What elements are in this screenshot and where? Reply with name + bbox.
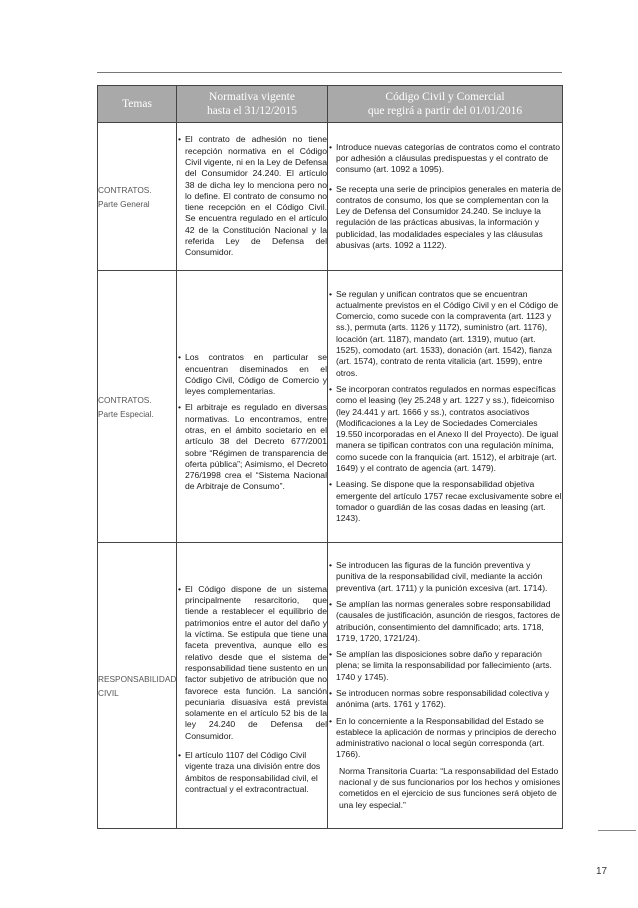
nuevo-paragraph: • Se incorporan contratos regulados en normas específicas como el leasing (ley 25.248 y art. 1227 y ss.), fideicomiso (ley 24.441 y art. 1666 y ss.), contratos asociativos (Modificaciones a la Ley de Sociedades Comerciales 19.550 incorporadas en el Anexo II del Proyecto). De igual manera se tipifican contratos con una regulación mínima, como sucede con la franquicia (art. 1512), el arbitraje (art. 1649) y el contrato de agencia (art. 1479). [329, 383, 559, 473]
tema-title: CONTRATOS. [98, 394, 152, 405]
nuevo-paragraph: • Introduce nuevas categorías de contratos como el contrato por adhesión a cláusulas predispuestas y el contrato de consumo (art. 1092 a 1095). [329, 141, 561, 175]
vigente-paragraph: • El artículo 1107 del Código Civil vigente traza una división entre dos ámbitos de responsabilidad civil, el contractual y el extracontractual. [178, 749, 321, 794]
vigente-paragraph: • El arbitraje es regulado en diversas normativas. Lo encontramos, entre otras, en el ámbito societario en el artículo 38 del Decreto 677/2001 sobre “Régimen de transparencia de oferta pública”; Asimismo, el Decreto 276/1998 crea el “Sistema Nacional de Arbitraje de Consumo”. [178, 402, 327, 492]
nuevo-paragraph: • Se regulan y unifican contratos que se encuentran actualmente previstos en el Código Civil y en el Código de Comercio, como sucede con la compraventa (art. 1123 y ss.), permuta (arts. 1126 y 1172), suministro (art. 1176), locación (art. 1187), mandato (art. 1319), mutuo (art. 1525), comodato (art. 1533), donación (art. 1542), fianza (art. 1574), contrato de renta vitalicia (art. 1599), entre otros. [329, 288, 559, 378]
vigente-paragraph: • El contrato de adhesión no tiene recepción normativa en el Código Civil vigente, ni en la Ley de Defensa del Consumidor 24.240. El artículo 38 de dicha ley lo menciona pero no lo define. El contrato de consumo no tiene recepción en el Código Civil. Se encuentra regulado en el artículo 42 de la Constitución Nacional y la referida Ley de Defensa del Consumidor. [178, 134, 327, 258]
vigente-paragraph: • Los contratos en particular se encuentran diseminados en el Código Civil, Código de Comercio y leyes complementarias. [178, 352, 327, 397]
nuevo-paragraph: • En lo concerniente a la Responsabilidad del Estado se establece la aplicación de normas y principios de derecho administrativo nacional o local según corresponda (art. 1766). [329, 715, 557, 760]
vigente-cell [177, 271, 328, 543]
page-number: 17 [596, 866, 608, 877]
header-nuevo-line2: que regirá a partir del 01/01/2016 [367, 105, 523, 117]
top-rule [97, 72, 562, 73]
tema-title: RESPONSABILIDAD [98, 673, 177, 684]
tema-subtitle: Parte General [98, 198, 150, 209]
nuevo-paragraph: • Se introducen las figuras de la función preventiva y punitiva de la responsabilidad civil, mediante la acción preventiva (art. 1711) y la punición excesiva (art. 1714). [329, 560, 548, 593]
tema-cell [98, 271, 177, 543]
header-vigente-line1: Normativa vigente [209, 91, 295, 103]
header-row [98, 86, 563, 123]
header-nuevo [328, 86, 563, 123]
header-temas: Temas [98, 86, 177, 123]
nuevo-cell [328, 271, 563, 543]
tema-title: CONTRATOS. [98, 184, 152, 195]
nuevo-paragraph: • Se amplían las normas generales sobre responsabilidad (causales de justificación, asunción de riesgos, factores de atribución, consentimiento del damnificado; arts. 1718, 1719, 1720, 1721/24). [329, 598, 561, 643]
header-vigente [177, 86, 328, 123]
vigente-cell [177, 543, 328, 829]
tema-subtitle: Parte Especial. [98, 408, 154, 419]
vigente-cell [177, 123, 328, 271]
nuevo-paragraph: • Se amplían las disposiciones sobre daño y reparación plena; se limita la responsabilidad por fallecimiento (arts. 1740 y 1745). [329, 649, 552, 682]
nuevo-cell [328, 543, 563, 829]
header-nuevo-line1: Código Civil y Comercial [385, 91, 505, 103]
table-row-contratos-especial [98, 271, 563, 543]
tema-subtitle: CIVIL [98, 687, 119, 698]
nuevo-paragraph: • Se recepta una serie de principios generales en materia de contratos de consumo, los que se complementan con la Ley de Defensa del Consumidor 24.240. Se incluye la regulación de las prácticas abusivas, la información y publicidad, las modalidades especiales y las cláusulas abusivas (arts. 1092 a 1122). [329, 183, 562, 251]
margin-rule [598, 830, 636, 831]
comparison-table [97, 85, 563, 829]
table-row-responsabilidad [98, 543, 563, 829]
tema-cell [98, 543, 177, 829]
nuevo-paragraph: • Leasing. Se dispone que la responsabilidad objetiva emergente del artículo 1757 recae exclusivamente sobre el tomador o guardián de las cosas dadas en leasing (art. 1243). [329, 479, 562, 524]
nuevo-paragraph: • Se introducen normas sobre responsabilidad colectiva y anónima (arts. 1761 y 1762). [329, 688, 550, 710]
nuevo-note: Norma Transitoria Cuarta: “La responsabilidad del Estado nacional y de sus funcionarios por los hechos y omisiones cometidos en el ejercicio de sus funciones será objeto de una ley especial.” [339, 765, 561, 810]
nuevo-cell [328, 123, 563, 271]
table-row-contratos-general [98, 123, 563, 271]
vigente-paragraph: • El Código dispone de un sistema principalmente resarcitorio, que tiende a restablecer el equilibrio de patrimonios entre el autor del daño y la víctima. Se estipula que tiene una faceta preventiva, aunque ello es relativo desde que el sistema de responsabilidad tiene sustento en un factor subjetivo de atribución que no favorece esta función. La sanción pecuniaria disuasiva está prevista solamente en el artículo 52 bis de la ley 24.240 de Defensa del Consumidor. [178, 583, 327, 741]
header-vigente-line2: hasta el 31/12/2015 [206, 105, 298, 117]
tema-cell [98, 123, 177, 271]
